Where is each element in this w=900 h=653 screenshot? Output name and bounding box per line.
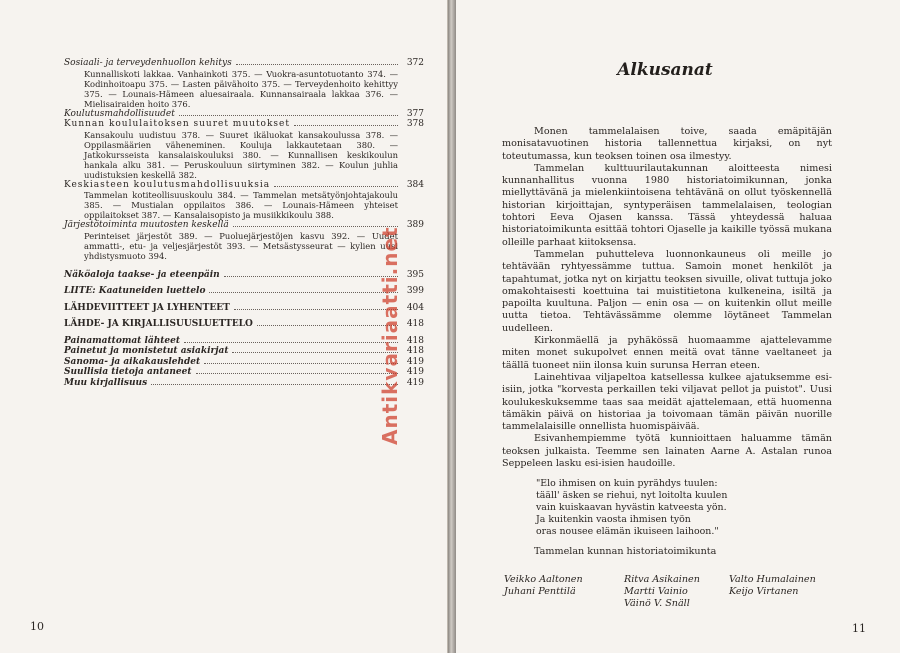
signatory-name: Juhani Penttilä xyxy=(504,586,576,597)
toc-leader-dots xyxy=(184,342,398,343)
toc-entry-page: 372 xyxy=(406,58,424,68)
toc-leader-dots xyxy=(294,125,398,126)
signatory-name: Ritva Asikainen xyxy=(624,574,700,585)
page-number-left: 10 xyxy=(30,620,44,633)
toc-entry-title: LÄHDEVIITTEET JA LYHENTEET xyxy=(64,302,230,313)
toc-entry-page: 389 xyxy=(406,220,424,230)
toc-entry xyxy=(64,367,424,378)
toc-leader-dots xyxy=(257,325,398,326)
toc-entry-title: Näköaloja taakse- ja eteenpäin xyxy=(64,269,220,280)
foreword-paragraph: Esivanhempiemme työtä kunnioittaen haluamme tämän teoksen julkaista. Teemme sen lainaten Aarne A. Astalan runoa Seppeleen lasku esi-isien haudoille. xyxy=(502,433,832,470)
poem-line: vain kuiskaavan hyvästin katveesta yön. xyxy=(536,502,727,514)
toc-entry-title: Keskiasteen koulutusmahdollisuuksia xyxy=(64,179,271,190)
toc-entry-page: 378 xyxy=(406,119,424,129)
toc-entry-title: Suullisia tietoja antaneet xyxy=(64,367,192,377)
toc-entry xyxy=(64,378,424,389)
toc-entry xyxy=(64,346,424,357)
page-heading: Alkusanat xyxy=(617,60,713,80)
toc-entry-page: 384 xyxy=(406,179,424,190)
poem-line: tääll' äsken se riehui, nyt loitolta kuulen xyxy=(536,490,728,502)
poem-line: oras nousee elämän ikuiseen laihoon." xyxy=(536,526,719,538)
toc-entry-page: 418 xyxy=(406,319,424,329)
foreword-paragraph: Monen tammelalaisen toive, saada emäpitäjän monisatavuotinen historia tallennettua kirjaksi, on nyt toteutumassa, kun teoksen toinen osa ilmestyy. xyxy=(502,126,832,162)
signatory-column xyxy=(624,574,700,610)
foreword-body xyxy=(502,126,832,559)
toc-entry-page: 419 xyxy=(406,356,424,367)
toc-entry-page: 404 xyxy=(406,302,424,313)
toc-entry-title: LIITE: Kaatuneiden luettelo xyxy=(64,286,206,296)
toc-entry-title: Painamattomat lähteet xyxy=(64,335,181,346)
toc-entry xyxy=(64,220,424,261)
book-gutter xyxy=(448,0,456,653)
signature-line: Tammelan kunnan historiatoimikunta xyxy=(534,546,717,558)
foreword-paragraph: Lainehtivaa viljapeltoa katsellessa kulkee ajatuksemme esi-isiin, jotka "korvesta perkaillen teki viljavat pellot ja puistot". Uusi koulukeskuksemme taas saa meidät ajattelemaan, että huomenna tämäkin päivä on historiaa ja toivomaan tämän päivän nuorille tammelalaisille onnellista huomispäivää. xyxy=(502,371,832,433)
watermark-text: Antikvariaatti.net xyxy=(378,226,402,445)
toc-entry xyxy=(64,357,424,368)
toc-entry xyxy=(64,303,424,314)
toc-entry-page: 395 xyxy=(406,269,424,280)
toc-entry-title: Painetut ja monistetut asiakirjat xyxy=(64,346,229,356)
toc-entry-title: Järjestötoiminta muutosten keskellä xyxy=(64,220,229,230)
toc-entry-page: 419 xyxy=(406,367,424,377)
toc-entry-page: 418 xyxy=(406,335,424,346)
toc-entry-title: Koulutusmahdollisuudet xyxy=(64,108,175,119)
toc-entry-page: 419 xyxy=(406,377,424,388)
toc-leader-dots xyxy=(196,373,399,374)
toc-leader-dots xyxy=(224,276,398,277)
toc-entry-title: Kunnan koululaitoksen suuret muutokset xyxy=(64,119,290,129)
toc-entry xyxy=(64,286,424,297)
toc-leader-dots xyxy=(179,115,398,116)
signatory-name: Väinö V. Snäll xyxy=(624,598,690,609)
table-of-contents xyxy=(64,58,424,388)
signatory-column xyxy=(729,574,816,598)
poem-quote xyxy=(536,478,832,538)
toc-leader-dots xyxy=(274,186,398,187)
toc-entry-title: Sanoma- ja aikakauslehdet xyxy=(64,356,201,367)
toc-entry xyxy=(64,58,424,109)
toc-leader-dots xyxy=(209,292,398,293)
toc-leader-dots xyxy=(151,384,398,385)
toc-entry xyxy=(64,270,424,281)
toc-entry-page: 418 xyxy=(406,346,424,356)
foreword-paragraph: Tammelan kulttuurilautakunnan aloitteesta nimesi kunnanhallitus vuonna 1980 historiatoimikunnan, jonka miellyttävänä ja mielenkiintoisena tehtävänä on ollut työskennellä historian kirjoittajan, syntyperäisen tammelalaisen, teologian tohtori Eeva Ojasen kanssa. Tässä yhteydessä haluaa historiatoimikunta esittää tohtori Ojaselle ja kaikille työssä mukana olleille parhaat kiitoksensa. xyxy=(502,162,832,248)
toc-leader-dots xyxy=(236,64,398,65)
toc-leader-dots xyxy=(232,352,398,353)
toc-entry-page: 377 xyxy=(406,108,424,119)
toc-entry xyxy=(64,119,424,180)
signatory-name: Keijo Virtanen xyxy=(729,586,799,597)
toc-leader-dots xyxy=(233,226,398,227)
signatory-name: Valto Humalainen xyxy=(729,574,816,585)
toc-leader-dots xyxy=(204,363,398,364)
toc-entry-page: 399 xyxy=(406,286,424,296)
toc-entry xyxy=(64,319,424,330)
page-number-right: 11 xyxy=(852,622,866,635)
signatory-column xyxy=(504,574,583,598)
toc-entry xyxy=(64,180,424,221)
foreword-paragraph: Tammelan puhutteleva luonnonkauneus oli meille jo tehtävään ryhtyessämme tuttua. Samoin monet henkilöt ja tapahtumat, jotka nyt on kirjattu teoksen sivuille, olivat tuttuja joko omakohtaisesti koettuina tai muistitietona kulkeneina, isiltä ja papoilta kuultuna. Paljon — enin osa — on kuitenkin ollut meille uutta tietoa. Tehtävässämme olemme löytäneet Tammelan uudelleen. xyxy=(502,248,832,334)
signatory-name: Veikko Aaltonen xyxy=(504,574,583,585)
toc-entry-title: LÄHDE- JA KIRJALLISUUSLUETTELO xyxy=(64,319,253,329)
toc-entry xyxy=(64,109,424,120)
toc-entry-subtopics: Perinteiset järjestöt 389. — Puoluejärjestöjen kasvu 392. — Uudet ammatti-, etu- ja veljesjärjestöt 393. — Metsästysseurat — kylien uusi yhdistysmuoto 394. xyxy=(84,230,398,261)
toc-entry-subtopics: Kunnalliskoti lakkaa. Vanhainkoti 375. — Vuokra-asuntotuotanto 374. — Kodinhoitoapu 375. — Lasten päivähoito 375. — Terveydenhoito kehittyy 375. — Lounais-Hämeen aluesairaala. Kunnansairaala lakkaa 376. — Mielisairaiden hoito 376. xyxy=(84,68,398,109)
toc-leader-dots xyxy=(234,309,398,310)
toc-entry-title: Muu kirjallisuus xyxy=(64,377,148,388)
poem-line: Ja kuitenkin vaosta ihmisen työn xyxy=(536,514,691,526)
toc-entry xyxy=(64,336,424,347)
toc-entry-subtopics: Kansakoulu uudistuu 378. — Suuret ikäluokat kansakoulussa 378. — Oppilasmäärien väheneminen. Kouluja lakkautetaan 380. — Jatkokursseista kansalaiskouluksi 380. — Kunnallisen keskikoulun hankala alku 381. — Peruskouluun siirtyminen 382. — Koulun juhlia uudistuksien keskellä 382. xyxy=(84,129,398,180)
signatory-name: Martti Vainio xyxy=(624,586,688,597)
poem-line: "Elo ihmisen on kuin pyrähdys tuulen: xyxy=(536,478,718,490)
toc-entry-title: Sosiaali- ja terveydenhuollon kehitys xyxy=(64,58,232,68)
toc-entry-subtopics: Tammelan kotiteollisuuskoulu 384. — Tammelan metsätyönjohtajakoulu 385. — Mustialan oppilaitos 386. — Lounais-Hämeen yhteiset oppilaitokset 387. — Kansalaisopisto ja musiikkikoulu 388. xyxy=(84,190,398,220)
foreword-paragraph: Kirkonmäellä ja pyhäkössä huomaamme ajattelevamme miten monet sukupolvet ennen meitä ovat tänne vaeltaneet ja täällä tuoneet niin ilonsa kuin surunsa Herran eteen. xyxy=(502,335,832,371)
